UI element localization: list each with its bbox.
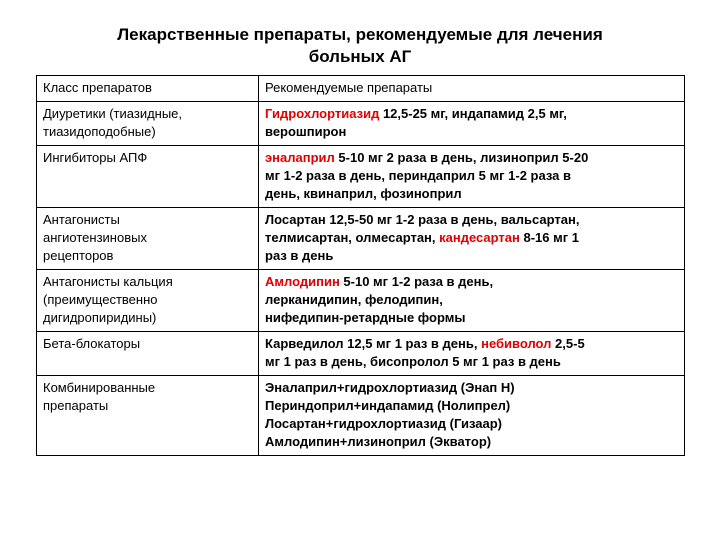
header-drugs: Рекомендуемые препараты <box>259 76 685 102</box>
class-cell <box>37 270 259 332</box>
drug-text: 2,5-5 <box>551 336 585 351</box>
drug-text: день, квинаприл, фозиноприл <box>265 186 462 201</box>
highlighted-drug: небиволол <box>481 336 552 351</box>
class-text: Ингибиторы АПФ <box>43 150 148 165</box>
page-title <box>0 24 720 68</box>
drug-text: 5-10 мг 1-2 раза в день, <box>339 274 494 289</box>
class-text: препараты <box>43 398 109 413</box>
class-text: дигидропиридины) <box>43 310 157 325</box>
drugs-cell <box>259 376 685 456</box>
class-text: тиазидоподобные) <box>43 124 156 139</box>
class-text: Бета-блокаторы <box>43 336 141 351</box>
table-header-row <box>37 76 685 102</box>
highlighted-drug: кандесартан <box>439 230 520 245</box>
class-text: рецепторов <box>43 248 114 263</box>
drugs-cell <box>259 270 685 332</box>
class-cell <box>37 102 259 146</box>
drug-text: Амлодипин+лизиноприл (Экватор) <box>265 434 492 449</box>
drug-text: нифедипин-ретардные формы <box>265 310 466 325</box>
class-cell <box>37 332 259 376</box>
class-cell <box>37 376 259 456</box>
table-row <box>37 376 685 456</box>
header-class: Класс препаратов <box>37 76 259 102</box>
table-row <box>37 208 685 270</box>
class-text: Комбинированные <box>43 380 156 395</box>
drug-text: 5-10 мг 2 раза в день, лизиноприл 5-20 <box>334 150 589 165</box>
drug-text: Лосартан 12,5-50 мг 1-2 раза в день, вальсартан, <box>265 212 580 227</box>
drugs-cell <box>259 102 685 146</box>
drug-text: верошпирон <box>265 124 347 139</box>
drug-text: раз в день <box>265 248 334 263</box>
table-row <box>37 332 685 376</box>
highlighted-drug: Амлодипин <box>265 274 340 289</box>
drug-text: мг 1 раз в день, бисопролол 5 мг 1 раз в день <box>265 354 561 369</box>
drug-text: Эналаприл+гидрохлортиазид (Энап Н) <box>265 380 515 395</box>
class-text: Диуретики (тиазидные, <box>43 106 183 121</box>
title-line-2: больных АГ <box>308 47 412 66</box>
class-text: Антагонисты кальция <box>43 274 173 289</box>
drug-text: Лосартан+гидрохлортиазид (Гизаар) <box>265 416 503 431</box>
table-row <box>37 102 685 146</box>
drug-text: мг 1-2 раза в день, периндаприл 5 мг 1-2 раза в <box>265 168 572 183</box>
highlighted-drug: эналаприл <box>265 150 335 165</box>
table-row <box>37 270 685 332</box>
drug-text: Карведилол 12,5 мг 1 раз в день, <box>265 336 482 351</box>
class-text: ангиотензиновых <box>43 230 147 245</box>
class-cell <box>37 208 259 270</box>
drugs-cell <box>259 332 685 376</box>
drug-table <box>36 75 685 456</box>
highlighted-drug: Гидрохлортиазид <box>265 106 380 121</box>
drug-text: 12,5-25 мг, индапамид 2,5 мг, <box>379 106 567 121</box>
drugs-cell <box>259 208 685 270</box>
drug-text: Периндоприл+индапамид (Нолипрел) <box>265 398 511 413</box>
class-text: (преимущественно <box>43 292 158 307</box>
class-cell <box>37 146 259 208</box>
title-line-1: Лекарственные препараты, рекомендуемые для лечения <box>117 25 603 44</box>
drug-text: лерканидипин, фелодипин, <box>265 292 443 307</box>
drug-text: телмисартан, олмесартан, <box>265 230 440 245</box>
drug-text: 8-16 мг 1 <box>519 230 580 245</box>
drugs-cell <box>259 146 685 208</box>
table-row <box>37 146 685 208</box>
class-text: Антагонисты <box>43 212 120 227</box>
